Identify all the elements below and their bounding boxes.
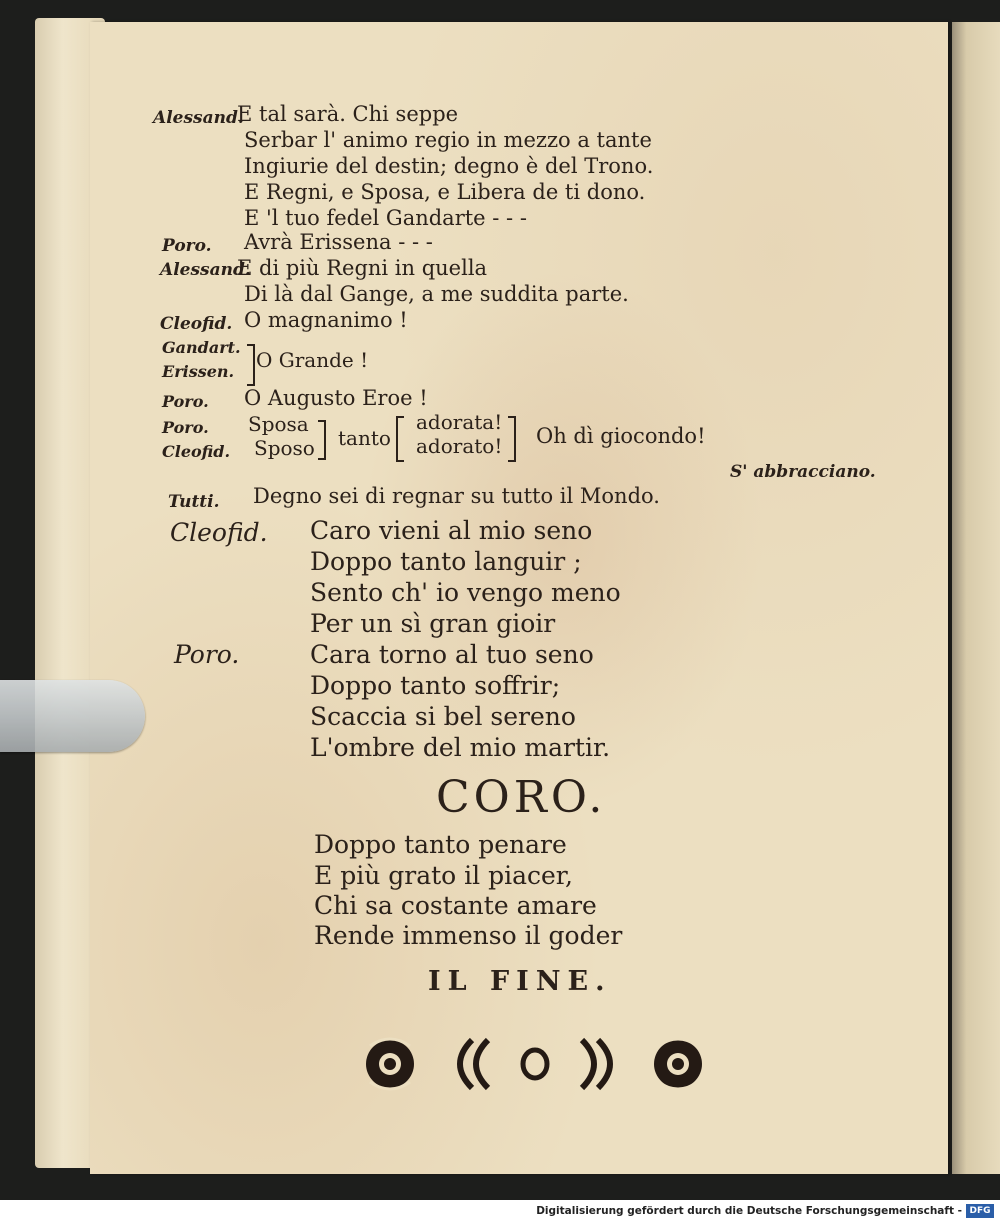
crescent-pair-icon [460, 1040, 488, 1088]
verse-word: Sposo [254, 436, 315, 460]
brace [508, 416, 516, 462]
brace [318, 420, 326, 460]
speaker-cleofid: Cleofid. [160, 314, 233, 334]
speaker-poro: Poro. [174, 640, 240, 669]
ornament-row [360, 1032, 710, 1096]
brace [396, 416, 404, 462]
speaker-cleofid: Cleofid. [170, 518, 268, 547]
aria-line: Cara torno al tuo seno [310, 640, 594, 669]
speaker-cleofid: Cleofid. [162, 442, 231, 461]
brace [247, 344, 255, 386]
verse-line: O Augusto Eroe ! [244, 386, 428, 410]
aria-line: Doppo tanto soffrir; [310, 671, 561, 700]
verse-line: Oh dì giocondo! [536, 424, 706, 448]
verse-line: E 'l tuo fedel Gandarte - - - [244, 206, 527, 230]
stage-direction: S' abbracciano. [730, 462, 876, 482]
verse-line: Degno sei di regnar su tutto il Mondo. [253, 484, 660, 508]
verse-word: tanto [338, 426, 391, 450]
floral-ornament-icon [654, 1039, 702, 1089]
speaker-gandart: Gandart. [162, 338, 241, 357]
verse-line: E tal sarà. Chi seppe [237, 102, 459, 126]
verse-line: E Regni, e Sposa, e Libera de ti dono. [244, 180, 646, 204]
fine-heading: IL FINE. [428, 966, 612, 997]
aria-line: Doppo tanto languir ; [310, 547, 582, 576]
page-holder-clip [0, 680, 145, 752]
verse-line: Avrà Erissena - - - [244, 230, 433, 254]
speaker-poro: Poro. [162, 418, 209, 437]
speaker-tutti: Tutti. [168, 492, 220, 512]
verse-line: O Grande ! [256, 348, 369, 372]
aria-line: Sento ch' io vengo meno [310, 578, 621, 607]
speaker-erissen: Erissen. [162, 362, 235, 381]
aria-line: Per un sì gran gioir [310, 609, 556, 638]
verse-word: Sposa [248, 412, 309, 436]
facing-page-edge [952, 22, 1000, 1174]
speaker-alessand: Alessand. [153, 108, 244, 128]
verse-line: Di là dal Gange, a me suddita parte. [244, 282, 629, 306]
verse-line: E di più Regni in quella [237, 256, 488, 280]
verse-word: adorata! [416, 410, 503, 434]
speaker-poro: Poro. [162, 236, 212, 256]
speaker-poro: Poro. [162, 392, 209, 411]
coro-line: Rende immenso il goder [314, 921, 623, 950]
verse-line: Serbar l' animo regio in mezzo a tante [244, 128, 652, 152]
coro-line: E più grato il piacer, [314, 861, 573, 890]
aria-line: Caro vieni al mio seno [310, 516, 593, 545]
verse-line: Ingiurie del destin; degno è del Trono. [244, 154, 654, 178]
dfg-logo-icon: DFG [966, 1204, 994, 1218]
aria-line: L'ombre del mio martir. [310, 733, 611, 762]
book-page [90, 22, 948, 1174]
coro-line: Chi sa costante amare [314, 891, 597, 920]
crescent-pair-icon [582, 1040, 610, 1088]
floral-ornament-icon [366, 1039, 414, 1089]
circle-ornament-icon [523, 1050, 547, 1078]
funding-credit: Digitalisierung gefördert durch die Deutsche Forschungsgemeinschaft - [536, 1205, 962, 1217]
verse-line: O magnanimo ! [244, 308, 408, 332]
coro-heading: CORO. [436, 772, 607, 823]
speaker-alessand: Alessand. [160, 260, 251, 280]
aria-line: Scaccia si bel sereno [310, 702, 576, 731]
verse-word: adorato! [416, 434, 503, 458]
coro-line: Doppo tanto penare [314, 830, 567, 859]
